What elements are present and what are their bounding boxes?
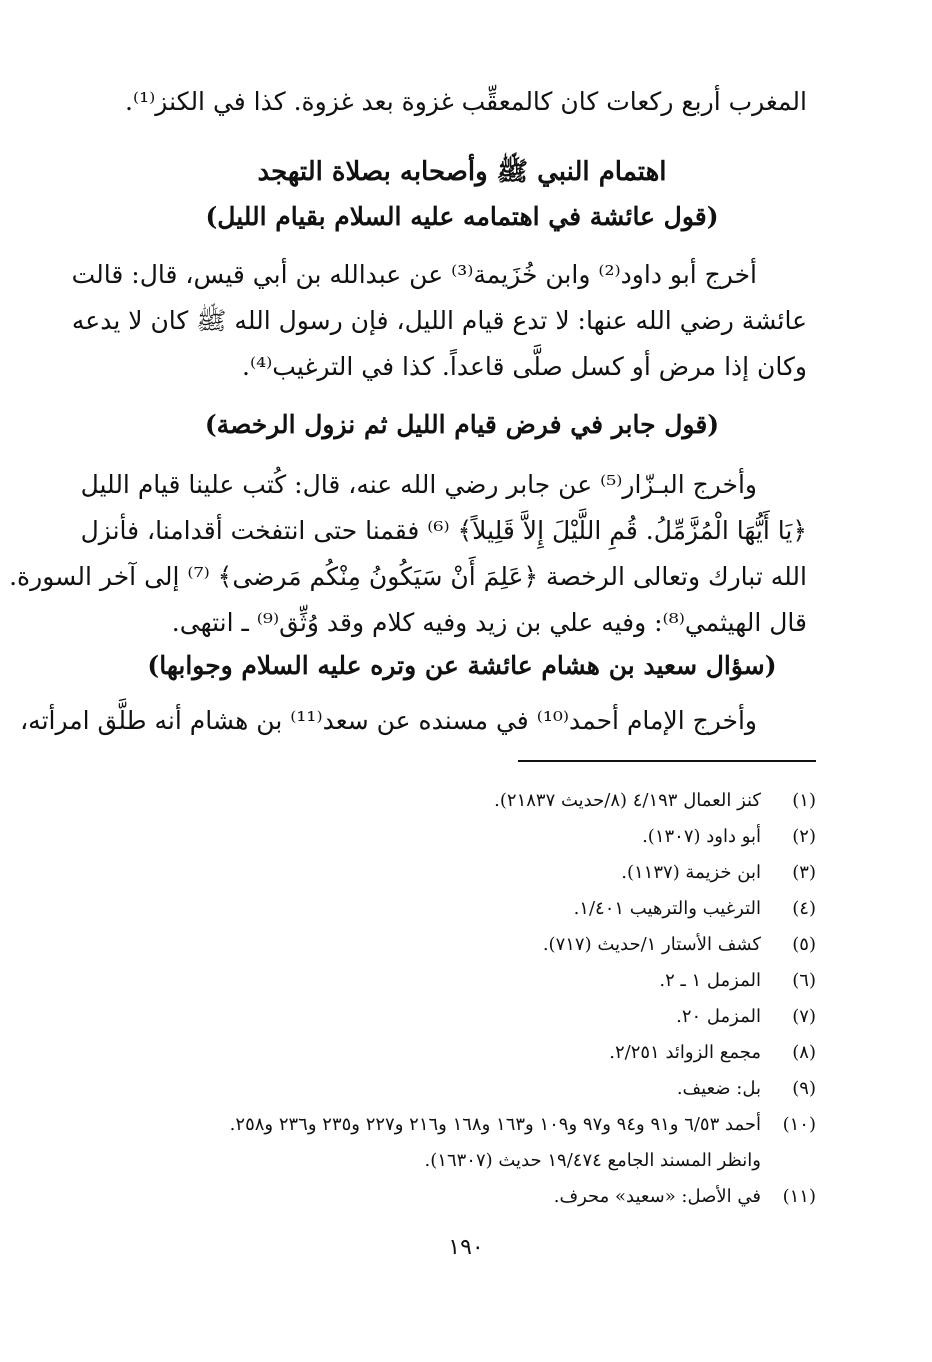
- section3-line: وأخرج الإمام أحمد⁽¹⁰⁾ في مسنده عن سعد⁽¹¹⁾ بن هشام أنه طلَّق امرأته،: [20, 706, 757, 735]
- intro-paragraph: [117, 80, 807, 124]
- footnote-text: أبو داود (١٣٠٧).: [642, 826, 761, 847]
- footnote-number: (١١): [782, 1186, 816, 1207]
- footnote-text: كنز العمال ٤/١٩٣ (٨/حديث ٢١٨٣٧).: [494, 790, 761, 811]
- section2-paragraph: [9, 462, 807, 646]
- footnote-number: (٩): [792, 1078, 816, 1099]
- footnote-text: بل: ضعيف.: [676, 1078, 761, 1099]
- main-heading: اهتمام النبي ﷺ وأصحابه بصلاة التهجد: [257, 157, 667, 187]
- footnote: [111, 999, 816, 1035]
- section1-line: أخرج أبو داود⁽²⁾ وابن خُزَيمة⁽³⁾ عن عبدالله بن أبي قيس، قال: قالت: [71, 260, 757, 289]
- footnote-number: (٣): [792, 862, 816, 883]
- section1-heading: (قول عائشة في اهتمامه عليه السلام بقيام الليل): [205, 202, 719, 231]
- footnote: [111, 927, 816, 963]
- section2-line: الله تبارك وتعالى الرخصة ﴿عَلِمَ أَنْ سَيَكُونُ مِنْكُم مَرضى﴾ ⁽⁷⁾ إلى آخر السورة.: [9, 562, 807, 591]
- footnote-text: ابن خزيمة (١١٣٧).: [621, 862, 761, 883]
- section3-paragraph: [20, 698, 807, 744]
- footnote-number: (٤): [792, 898, 816, 919]
- footnote: [111, 1071, 816, 1107]
- footnote-number: (١): [792, 790, 816, 811]
- footnote-separator: [518, 760, 816, 762]
- footnote-number: (٢): [792, 826, 816, 847]
- footnote-text: [111, 1107, 761, 1179]
- section3-heading: (سؤال سعيد بن هشام عائشة عن وتره عليه السلام وجوابها): [147, 651, 777, 680]
- section1-paragraph: [71, 252, 807, 390]
- footnote: [111, 1179, 816, 1215]
- footnote-text: المزمل ٢٠.: [676, 1006, 761, 1027]
- footnote: [111, 1035, 816, 1071]
- footnote: [111, 1107, 816, 1179]
- footnote-text-line: أحمد ٦/٥٣ و٩١ و٩٤ و٩٧ و١٠٩ و١٦٣ و١٦٨ و٢١٦ و٢٢٧ و٢٣٥ و٢٣٦ و٢٥٨.: [229, 1114, 761, 1135]
- footnote-text: مجمع الزوائد ٢/٢٥١.: [609, 1042, 761, 1063]
- footnote-text: المزمل ١ ـ ٢.: [659, 970, 761, 991]
- footnote-text-line: وانظر المسند الجامع ١٩/٤٧٤ حديث (١٦٣٠٧).: [424, 1150, 761, 1171]
- section2-line: ﴿يَا أَيُّهَا الْمُزَّمِّلُ. قُمِ اللَّيْلَ إِلاَّ قَلِيلاً﴾ ⁽⁶⁾ فقمنا حتى انتفخت أقدامنا، فأنزل: [80, 516, 807, 545]
- section2-heading: (قول جابر في فرض قيام الليل ثم نزول الرخصة): [204, 410, 720, 439]
- section1-line: وكان إذا مرض أو كسل صلَّى قاعداً. كذا في الترغيب⁽⁴⁾.: [242, 352, 807, 381]
- footnote-number: (٦): [792, 970, 816, 991]
- footnote-number: (٧): [792, 1006, 816, 1027]
- footnote-number: (١٠): [782, 1114, 816, 1135]
- footnote: [111, 855, 816, 891]
- footnote-text: الترغيب والترهيب ١/٤٠١.: [573, 898, 761, 919]
- footnote: [111, 819, 816, 855]
- footnote-text: في الأصل: «سعيد» محرف.: [553, 1186, 761, 1207]
- footnote-number: (٥): [792, 934, 816, 955]
- section2-line: وأخرج البـزّار⁽⁵⁾ عن جابر رضي الله عنه، قال: كُتب علينا قيام الليل: [80, 470, 757, 499]
- footnotes: [111, 783, 816, 1215]
- page-number: ١٩٠: [448, 1235, 484, 1260]
- footnote: [111, 963, 816, 999]
- footnote: [111, 783, 816, 819]
- footnote-text: كشف الأستار ١/حديث (٧١٧).: [542, 934, 761, 955]
- intro-line: المغرب أربع ركعات كان كالمعقِّب غزوة بعد غزوة. كذا في الكنز⁽¹⁾.: [125, 87, 807, 116]
- footnote-number: (٨): [792, 1042, 816, 1063]
- footnote: [111, 891, 816, 927]
- section2-line: قال الهيثمي⁽⁸⁾: وفيه علي بن زيد وفيه كلام وقد وُثِّق⁽⁹⁾ ـ انتهى.: [171, 608, 807, 637]
- section1-line: عائشة رضي الله عنها: لا تدع قيام الليل، فإن رسول الله ﷺ كان لا يدعه: [71, 306, 807, 335]
